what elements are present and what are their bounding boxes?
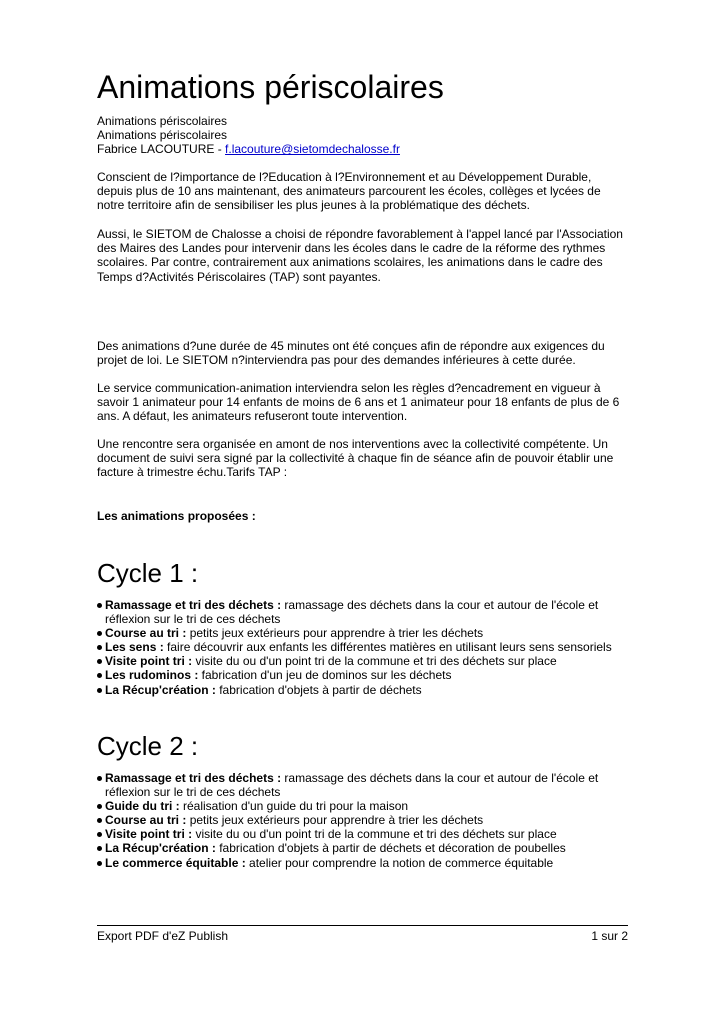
item-text: fabrication d'un jeu de dominos sur les déchets: [198, 668, 452, 683]
meta-line-2: Animations périscolaires: [97, 128, 228, 143]
list-item: [97, 626, 629, 640]
cycle-1-list: [97, 598, 629, 697]
list-item: [97, 640, 629, 654]
item-text: réalisation d'un guide du tri pour la maison: [179, 799, 409, 814]
paragraph-5: Une rencontre sera organisée en amont de nos interventions avec la collectivité compétente. Un document de suivi sera signé par la collectivité à chaque fin de séance afin de pouvoir établir une facture à trimestre échu.Tarifs TAP :: [97, 437, 614, 480]
author-name: Fabrice LACOUTURE -: [97, 142, 226, 157]
paragraph-3: Des animations d?une durée de 45 minutes ont été conçues afin de répondre aux exigences du projet de loi. Le SIETOM n?interviendra pas pour des demandes inférieures à cette durée.: [97, 339, 605, 368]
bullet-icon: [97, 659, 102, 664]
section-heading: Les animations proposées :: [97, 509, 256, 523]
item-text: visite du ou d'un point tri de la commune et tri des déchets sur place: [192, 827, 557, 842]
footer-export-label: Export PDF d'eZ Publish: [97, 929, 229, 943]
list-item: [97, 856, 629, 870]
bullet-icon: [97, 861, 102, 866]
bullet-icon: [97, 804, 102, 809]
list-item: [97, 799, 629, 813]
bullet-icon: [97, 832, 102, 837]
document-meta: [97, 114, 629, 157]
bullet-icon: [97, 688, 102, 693]
list-item: [97, 827, 629, 841]
page-title: Animations périscolaires: [97, 69, 444, 105]
list-item: [97, 654, 629, 668]
item-label: Ramassage et tri des déchets :: [105, 771, 282, 785]
list-item: [97, 668, 629, 682]
cycle-2-title: Cycle 2 :: [97, 731, 199, 761]
item-text: atelier pour comprendre la notion de commerce équitable: [245, 855, 554, 870]
item-label: Course au tri :: [105, 626, 187, 641]
bullet-icon: [97, 631, 102, 636]
list-item: [97, 771, 629, 799]
paragraph-1: Conscient de l?importance de l?Education à l?Environnement et au Développement Durable, depuis plus de 10 ans maintenant, des animateurs parcourent les écoles, collèges et lycées de notre territoire afin de sensibiliser les plus jeunes à la problématique des déchets.: [97, 170, 601, 213]
cycle-2-list: [97, 771, 629, 870]
footer-divider: [97, 925, 628, 926]
paragraph-4: Le service communication-animation interviendra selon les règles d?encadrement en vigueur à savoir 1 animateur pour 14 enfants de moins de 6 ans et 1 animateur pour 18 enfants de plus de 6 ans. A défaut, les animateurs refuseront toute intervention.: [97, 381, 620, 424]
bullet-icon: [97, 818, 102, 823]
list-item: [97, 683, 629, 697]
item-text: visite du ou d'un point tri de la commune et tri des déchets sur place: [192, 654, 557, 669]
item-text: petits jeux extérieurs pour apprendre à trier les déchets: [186, 626, 484, 641]
item-label: Visite point tri :: [105, 827, 193, 842]
item-text: fabrication d'objets à partir de déchets et décoration de poubelles: [215, 841, 566, 856]
bullet-icon: [97, 846, 102, 851]
item-text: ramassage des déchets dans la cour et autour de l'école et réflexion sur le tri de ces déchets: [105, 598, 599, 627]
item-label: Course au tri :: [105, 813, 187, 828]
list-item: [97, 813, 629, 827]
item-label: Ramassage et tri des déchets :: [105, 598, 282, 612]
author-email-link[interactable]: f.lacouture@sietomdechalosse.fr: [225, 142, 400, 157]
item-text: ramassage des déchets dans la cour et autour de l'école et réflexion sur le tri de ces déchets: [105, 771, 599, 800]
list-item: [97, 598, 629, 626]
cycle-1-title: Cycle 1 :: [97, 558, 199, 588]
item-label: Les sens :: [105, 640, 164, 655]
item-text: petits jeux extérieurs pour apprendre à trier les déchets: [186, 813, 484, 828]
bullet-icon: [97, 776, 102, 781]
item-label: Visite point tri :: [105, 654, 193, 669]
item-label: La Récup'création :: [105, 682, 216, 697]
item-label: Les rudominos :: [105, 668, 199, 683]
list-item: [97, 841, 629, 855]
item-text: faire découvrir aux enfants les différentes matières en utilisant leurs sens sensoriels: [163, 640, 612, 655]
bullet-icon: [97, 673, 102, 678]
meta-line-1: Animations périscolaires: [97, 114, 228, 128]
item-label: Guide du tri :: [105, 799, 180, 814]
item-label: La Récup'création :: [105, 841, 216, 856]
item-text: fabrication d'objets à partir de déchets: [215, 682, 422, 697]
footer-page-number: 1 sur 2: [591, 929, 628, 943]
bullet-icon: [97, 645, 102, 650]
item-label: Le commerce équitable :: [105, 855, 246, 870]
author-line: [97, 142, 629, 156]
paragraph-2: Aussi, le SIETOM de Chalosse a choisi de répondre favorablement à l'appel lancé par l'Association des Maires des Landes pour intervenir dans les écoles dans le cadre de la réforme des rythmes scolaires. Par contre, contrairement aux animations scolaires, les animations dans le cadre des Temps d?Activités Périscolaires (TAP) sont payantes.: [97, 227, 623, 284]
bullet-icon: [97, 603, 102, 608]
